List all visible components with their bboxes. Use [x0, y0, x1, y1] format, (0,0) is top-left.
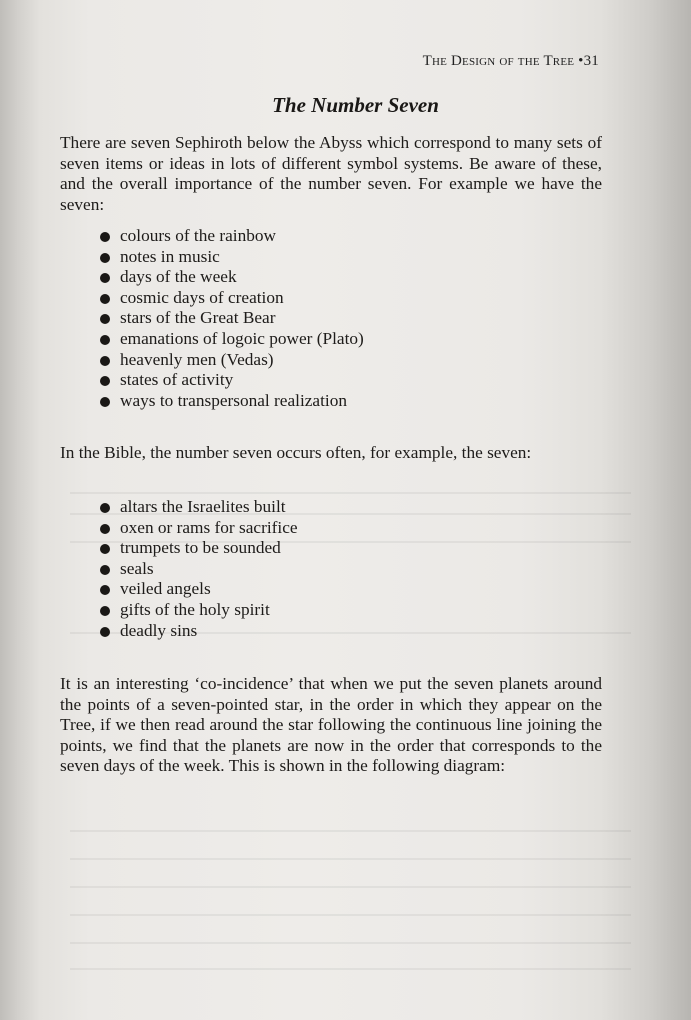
bleed-through-line [70, 886, 631, 888]
list-item [99, 579, 298, 600]
list-item [99, 329, 364, 350]
list-item [99, 267, 364, 288]
bullet-icon [100, 606, 110, 616]
list-item-text: cosmic days of creation [120, 287, 284, 307]
list-item-text: days of the week [120, 267, 237, 287]
bleed-through-line [70, 830, 631, 832]
list-item-text: emanations of logoic power (Plato) [120, 328, 364, 348]
page-number: 31 [583, 53, 599, 69]
list-item [99, 247, 364, 268]
list-item [99, 308, 364, 329]
bullet-icon [100, 253, 110, 263]
list-item [99, 538, 298, 559]
bleed-through-line [70, 968, 631, 970]
bullet-icon [100, 565, 110, 575]
list-item-text: oxen or rams for sacrifice [120, 517, 298, 537]
bullet-icon [100, 294, 110, 304]
bleed-through-line [70, 914, 631, 916]
paragraph-star-diagram: It is an interesting ‘co-incidence’ that when we put the seven planets around the points of a seven-pointed star, in the order in which they appear on the Tree, if we then read around the star following the continuous line joining the points, we find that the planets are now in the order that corresponds to the seven days of the week. This is shown in the following diagram: [60, 674, 602, 776]
list-item-text: stars of the Great Bear [120, 308, 276, 328]
list-item-text: altars the Israelites built [120, 497, 286, 516]
bullet-icon [100, 376, 110, 386]
paragraph-intro: There are seven Sephiroth below the Abyss which correspond to many sets of seven items or ideas in lots of different symbol systems. Be aware of these, and the overall importance of the number seven. For example we have the seven: [60, 133, 602, 214]
list-item-text: colours of the rainbow [120, 226, 276, 245]
list-item [99, 226, 364, 247]
running-head [423, 53, 599, 70]
running-head-separator: • [578, 53, 584, 69]
running-head-title: The Design of the Tree [422, 53, 575, 69]
bullet-icon [100, 335, 110, 345]
list-item-text: notes in music [120, 246, 220, 266]
list-item [99, 621, 298, 642]
bullet-icon [100, 356, 110, 366]
list-item [99, 370, 364, 391]
paragraph-bible: In the Bible, the number seven occurs often, for example, the seven: [60, 443, 532, 462]
list-item [99, 391, 364, 412]
bullet-icon [100, 273, 110, 283]
list-item-text: states of activity [120, 370, 234, 390]
list-item [99, 288, 364, 309]
bullet-icon [100, 627, 110, 637]
list-item [99, 350, 364, 371]
bullet-icon [100, 232, 110, 242]
list-item-text: gifts of the holy spirit [120, 599, 270, 619]
list-item-text: trumpets to be sounded [120, 538, 281, 558]
bleed-through-line [70, 492, 631, 494]
seven-items-list [99, 226, 364, 411]
list-item-text: ways to transpersonal realization [120, 390, 347, 410]
bible-sevens-list [99, 497, 298, 641]
list-item [99, 518, 298, 539]
bleed-through-line [70, 942, 631, 944]
bleed-through-line [70, 858, 631, 860]
list-item [99, 600, 298, 621]
list-item-text: deadly sins [120, 620, 198, 640]
bullet-icon [100, 314, 110, 324]
list-item [99, 497, 298, 518]
bullet-icon [100, 397, 110, 407]
list-item-text: veiled angels [120, 579, 211, 599]
list-item-text: seals [120, 558, 154, 578]
bullet-icon [100, 524, 110, 534]
list-item-text: heavenly men (Vedas) [120, 349, 274, 369]
bullet-icon [100, 544, 110, 554]
section-title: The Number Seven [272, 93, 439, 117]
bullet-icon [100, 503, 110, 513]
bullet-icon [100, 585, 110, 595]
list-item [99, 559, 298, 580]
